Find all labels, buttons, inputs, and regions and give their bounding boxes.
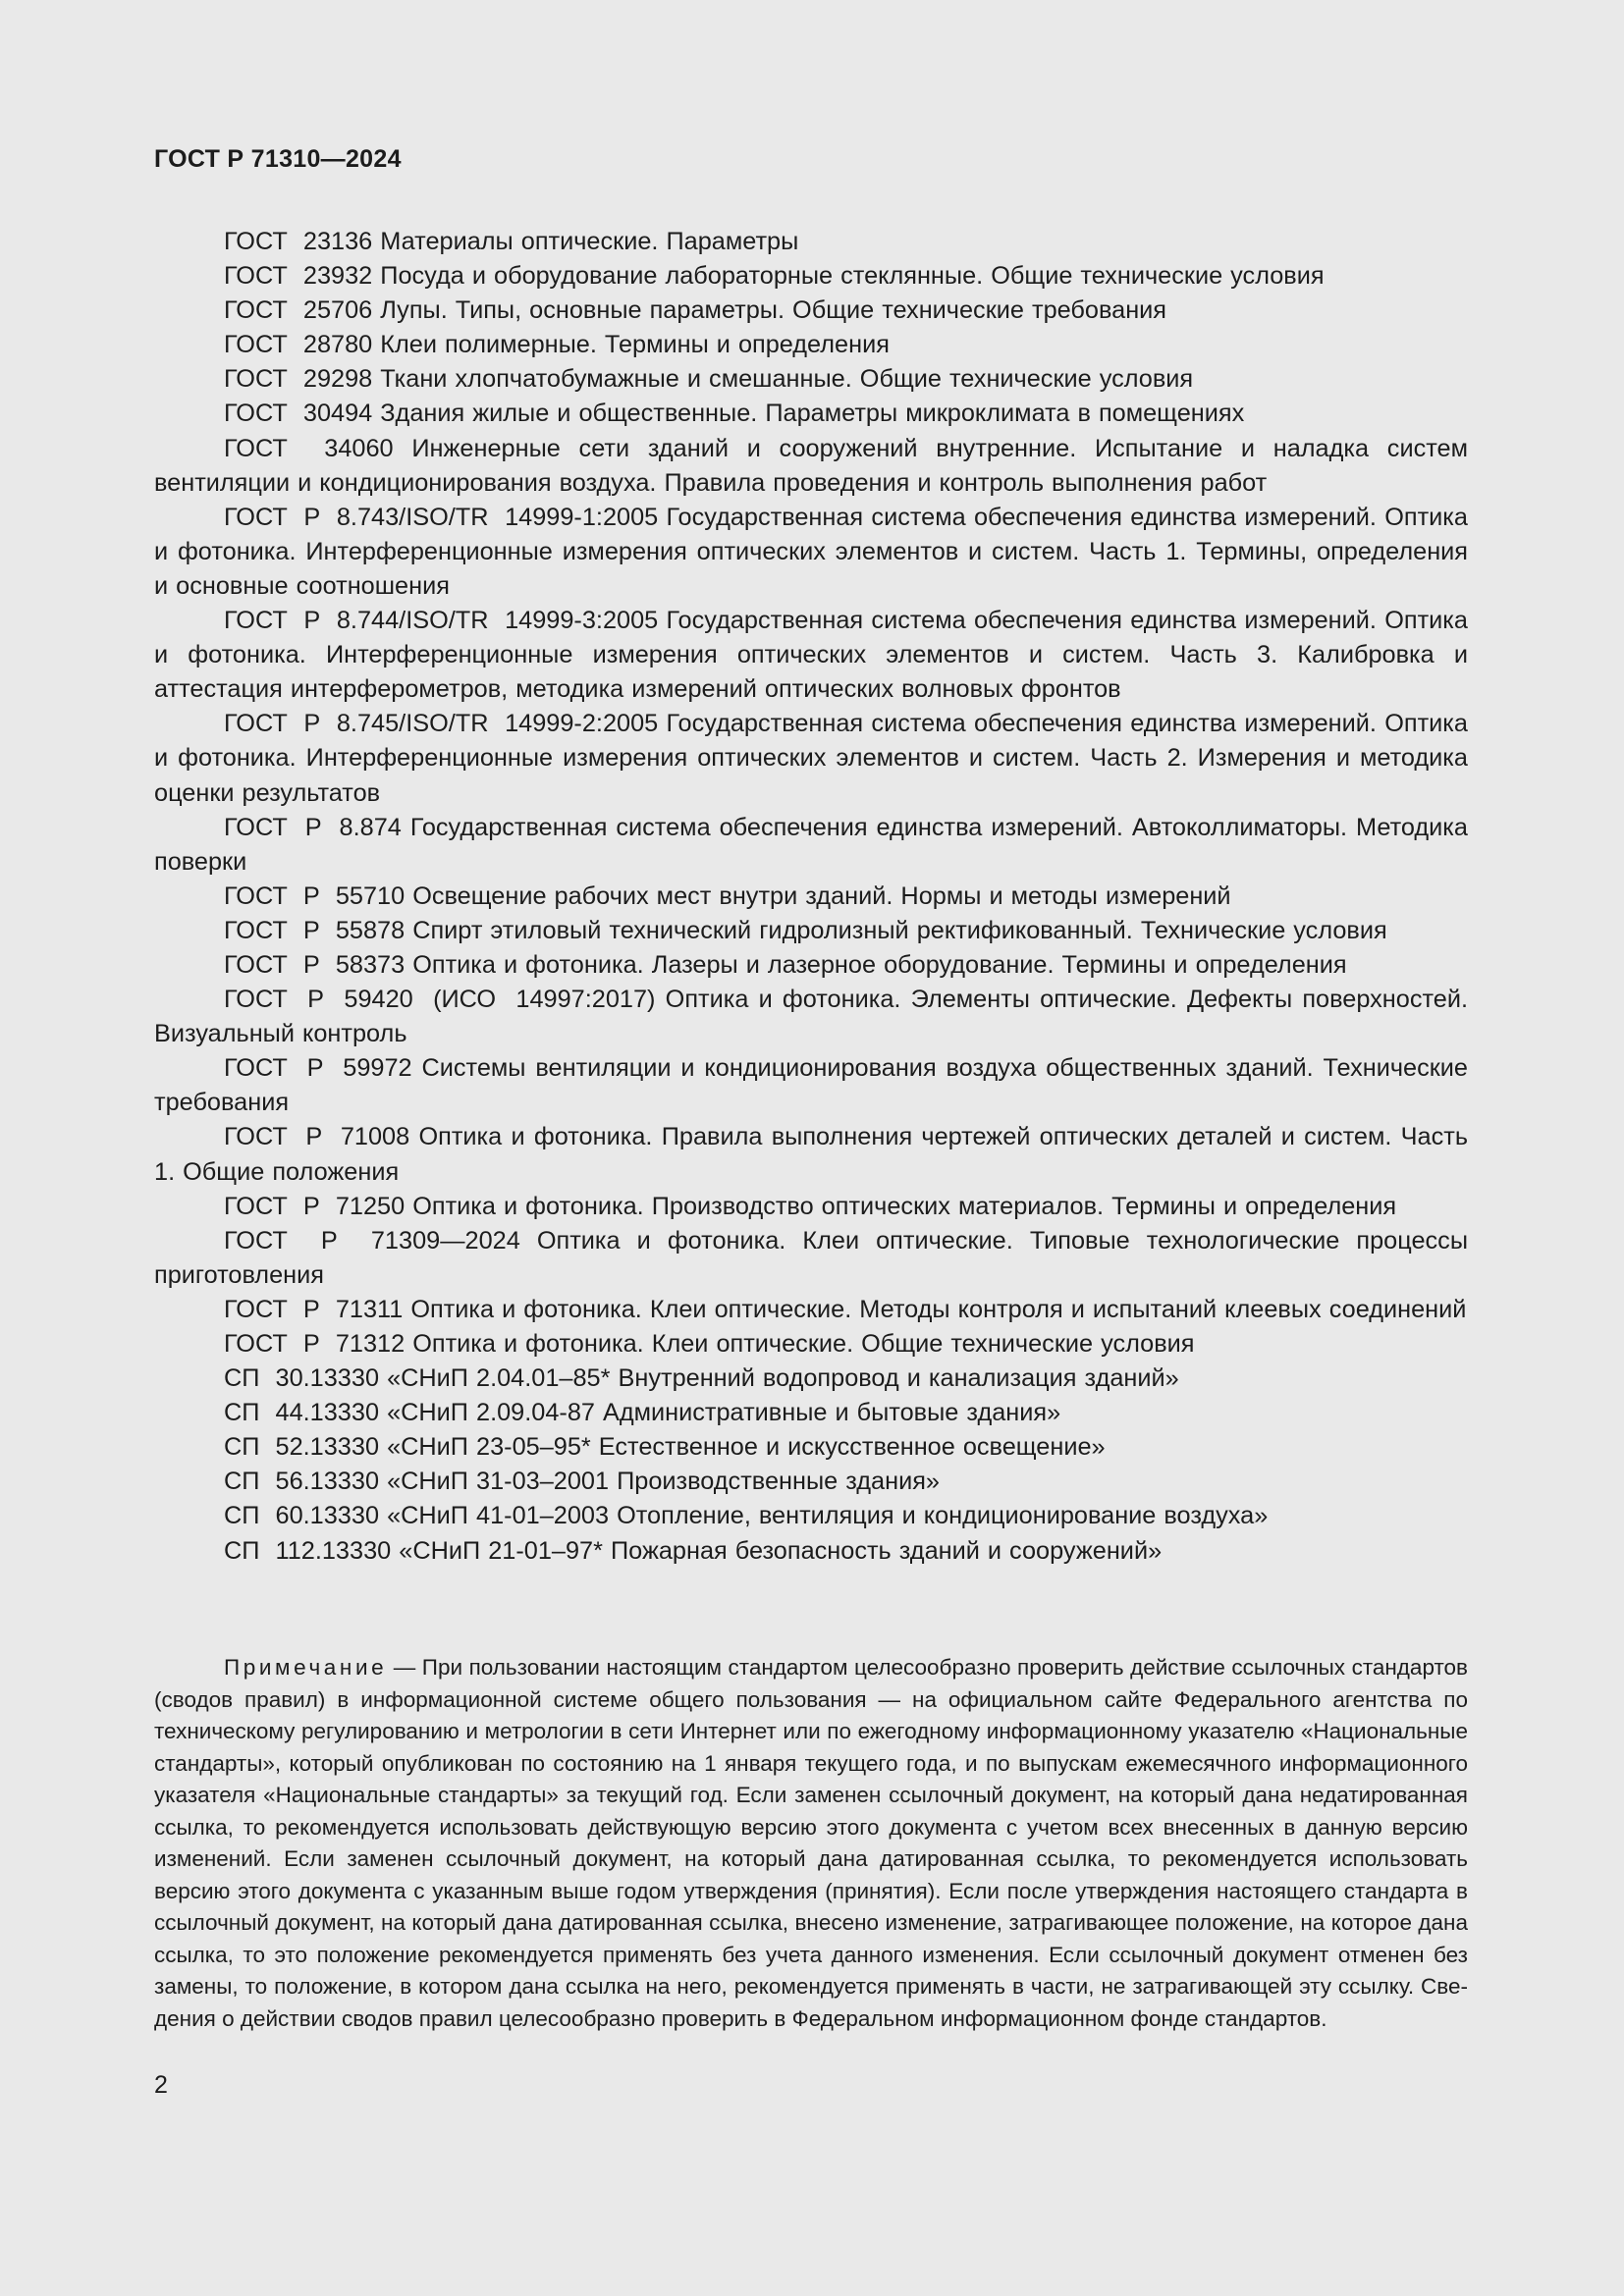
reference-title: Инженерные сети зданий и сооружений внутренние. Испытание и наладка систем вентиляции и кондиционирования воздуха. Правила проведения и контроль выполнения работ [154, 434, 1468, 497]
reference-code: СП 44.13330 [224, 1399, 380, 1427]
reference-title: Клеи полимерные. Термины и определения [380, 331, 890, 359]
reference-code: ГОСТ 25706 [224, 296, 373, 325]
reference-code: СП 30.13330 [224, 1364, 380, 1393]
reference-code: ГОСТ Р 8.744/ISO/TR 14999-3:2005 [224, 607, 659, 635]
reference-item [154, 362, 1468, 397]
reference-title: Материалы оптические. Параметры [380, 228, 799, 255]
note-paragraph [154, 1652, 1468, 2035]
page-number: 2 [154, 2071, 168, 2099]
reference-item [154, 294, 1468, 328]
reference-code: ГОСТ Р 8.745/ISO/TR 14999-2:2005 [224, 710, 659, 738]
reference-item [154, 1293, 1468, 1327]
reference-title: Оптика и фотоника. Правила выполнения чертежей оптических деталей и систем. Часть 1. Общие положения [154, 1123, 1469, 1186]
reference-code: ГОСТ Р 59420 (ИСО 14997:2017) [224, 986, 656, 1014]
reference-item [154, 225, 1468, 259]
note-text: — При пользовании настоящим стандартом целесообразно проверить действие ссылочных стандартов (сводов правил) в информационной системе общего пользования — на официальном сайте Федерального агентства по техническому регулированию и метрологии в сети Интернет или по ежегодному информационному указателю «Национальные стандарты», который опубликован по состоянию на 1 января текущего года, и по выпускам ежемесячного информационного указателя «Национальные стандарты» за текущий год. Если заменен ссылочный документ, на который дана недатированная ссылка, то рекомендуется использовать действующую версию этого документа с учетом всех внесенных в данную версию изменений. Если заменен ссылочный документ, на который дана датированная ссылка, то рекомендуется использовать версию этого документа с указанным выше годом утверждения (принятия). Если после утверждения настоящего стандарта в ссылочный документ, на который дана датированная ссылка, внесено изменение, затрагивающее положение, на которое дана ссылка, то это положение рекомендуется применять без учета данного изменения. Если ссылочный документ отменен без замены, то положение, в котором дана ссылка на него, рекомендуется применять в части, не затрагивающей эту ссылку. Сведения о действии сводов правил целесообразно проверить в Федеральном информационном фонде стандартов. [154, 1655, 1468, 2031]
reference-item [154, 432, 1468, 501]
reference-title: Освещение рабочих мест внутри зданий. Нормы и методы измерений [412, 881, 1231, 910]
note-label: Примечание [224, 1655, 388, 1680]
reference-item [154, 707, 1468, 810]
reference-code: ГОСТ Р 59972 [224, 1054, 412, 1083]
reference-title: Оптика и фотоника. Клеи оптические. Типовые технологические процессы приготовления [154, 1226, 1468, 1289]
reference-item [154, 1327, 1468, 1362]
reference-item [154, 1120, 1468, 1189]
reference-title: Государственная система обеспечения единства измерений. Автоколлиматоры. Методика поверки [154, 813, 1469, 876]
reference-code: ГОСТ 23932 [224, 262, 373, 291]
reference-code: СП 56.13330 [224, 1468, 380, 1496]
reference-title: Оптика и фотоника. Лазеры и лазерное оборудование. Термины и определения [412, 950, 1347, 979]
reference-item [154, 1362, 1468, 1396]
reference-code: ГОСТ Р 55710 [224, 881, 406, 910]
reference-item [154, 1499, 1468, 1533]
reference-title: Государственная система обеспечения единства измерений. Оптика и фотоника. Интерференционные измерения оптических элементов и систем. Часть 3. Калибровка и аттестация интерферометров, методика измерений оптических волновых фронтов [154, 607, 1468, 704]
reference-title: Посуда и оборудование лабораторные стеклянные. Общие технические условия [380, 262, 1325, 291]
reference-item [154, 1465, 1468, 1499]
reference-title: Государственная система обеспечения единства измерений. Оптика и фотоника. Интерференционные измерения оптических элементов и систем. Часть 1. Термины, определения и основные соотношения [154, 503, 1468, 600]
reference-title: «СНиП 21-01–97* Пожарная безопасность зданий и сооружений» [399, 1536, 1163, 1565]
reference-code: ГОСТ Р 55878 [224, 916, 406, 944]
reference-code: ГОСТ 23136 [224, 228, 373, 255]
reference-item [154, 1190, 1468, 1224]
reference-code: ГОСТ 30494 [224, 400, 373, 428]
reference-item [154, 501, 1468, 604]
reference-item [154, 1396, 1468, 1430]
reference-item [154, 914, 1468, 948]
reference-title: Системы вентиляции и кондиционирования воздуха общественных зданий. Технические требования [154, 1054, 1468, 1117]
reference-title: Лупы. Типы, основные параметры. Общие технические требования [380, 296, 1167, 325]
reference-item [154, 1534, 1468, 1569]
reference-title: «СНиП 2.09.04-87 Административные и бытовые здания» [387, 1399, 1061, 1427]
reference-code: СП 60.13330 [224, 1502, 380, 1530]
document-header: ГОСТ Р 71310—2024 [154, 145, 402, 173]
reference-title: Оптика и фотоника. Элементы оптические. Дефекты поверхностей. Визуальный контроль [154, 986, 1468, 1048]
reference-code: ГОСТ Р 8.743/ISO/TR 14999-1:2005 [224, 503, 659, 531]
reference-title: Спирт этиловый технический гидролизный ректификованный. Технические условия [412, 916, 1387, 944]
reference-code: ГОСТ 34060 [224, 434, 394, 462]
reference-item [154, 397, 1468, 431]
reference-title: Ткани хлопчатобумажные и смешанные. Общие технические условия [380, 365, 1194, 394]
reference-title: «СНиП 23-05–95* Естественное и искусственное освещение» [387, 1433, 1106, 1462]
reference-code: СП 112.13330 [224, 1536, 392, 1565]
reference-code: ГОСТ 29298 [224, 365, 373, 394]
reference-title: «СНиП 31-03–2001 Производственные здания» [387, 1468, 940, 1496]
reference-title: Оптика и фотоника. Клеи оптические. Общие технические условия [412, 1330, 1195, 1358]
reference-item [154, 259, 1468, 294]
reference-title: Государственная система обеспечения единства измерений. Оптика и фотоника. Интерференционные измерения оптических элементов и систем. Часть 2. Измерения и методика оценки результатов [154, 710, 1468, 807]
reference-item [154, 983, 1468, 1051]
reference-code: ГОСТ Р 71311 [224, 1295, 404, 1323]
reference-code: ГОСТ 28780 [224, 331, 373, 359]
normative-references-list [154, 225, 1468, 1569]
reference-code: ГОСТ Р 71250 [224, 1192, 406, 1220]
reference-title: «СНиП 41-01–2003 Отопление, вентиляция и кондиционирование воздуха» [387, 1502, 1269, 1530]
reference-code: ГОСТ Р 71309—2024 [224, 1226, 520, 1255]
reference-code: ГОСТ Р 71008 [224, 1123, 410, 1151]
reference-code: ГОСТ Р 58373 [224, 950, 406, 979]
reference-item [154, 328, 1468, 362]
reference-item [154, 880, 1468, 914]
reference-code: ГОСТ Р 71312 [224, 1330, 406, 1358]
reference-code: СП 52.13330 [224, 1433, 380, 1462]
reference-item [154, 948, 1468, 983]
reference-title: Оптика и фотоника. Клеи оптические. Методы контроля и испытаний клеевых соединений [410, 1295, 1467, 1323]
reference-item [154, 1224, 1468, 1293]
reference-title: Здания жилые и общественные. Параметры микроклимата в помещениях [380, 400, 1245, 428]
reference-code: ГОСТ Р 8.874 [224, 813, 402, 841]
reference-item [154, 811, 1468, 880]
reference-item [154, 1430, 1468, 1465]
reference-title: «СНиП 2.04.01–85* Внутренний водопровод и канализация зданий» [387, 1364, 1179, 1393]
reference-item [154, 1051, 1468, 1120]
reference-title: Оптика и фотоника. Производство оптических материалов. Термины и определения [412, 1192, 1397, 1220]
reference-item [154, 604, 1468, 707]
